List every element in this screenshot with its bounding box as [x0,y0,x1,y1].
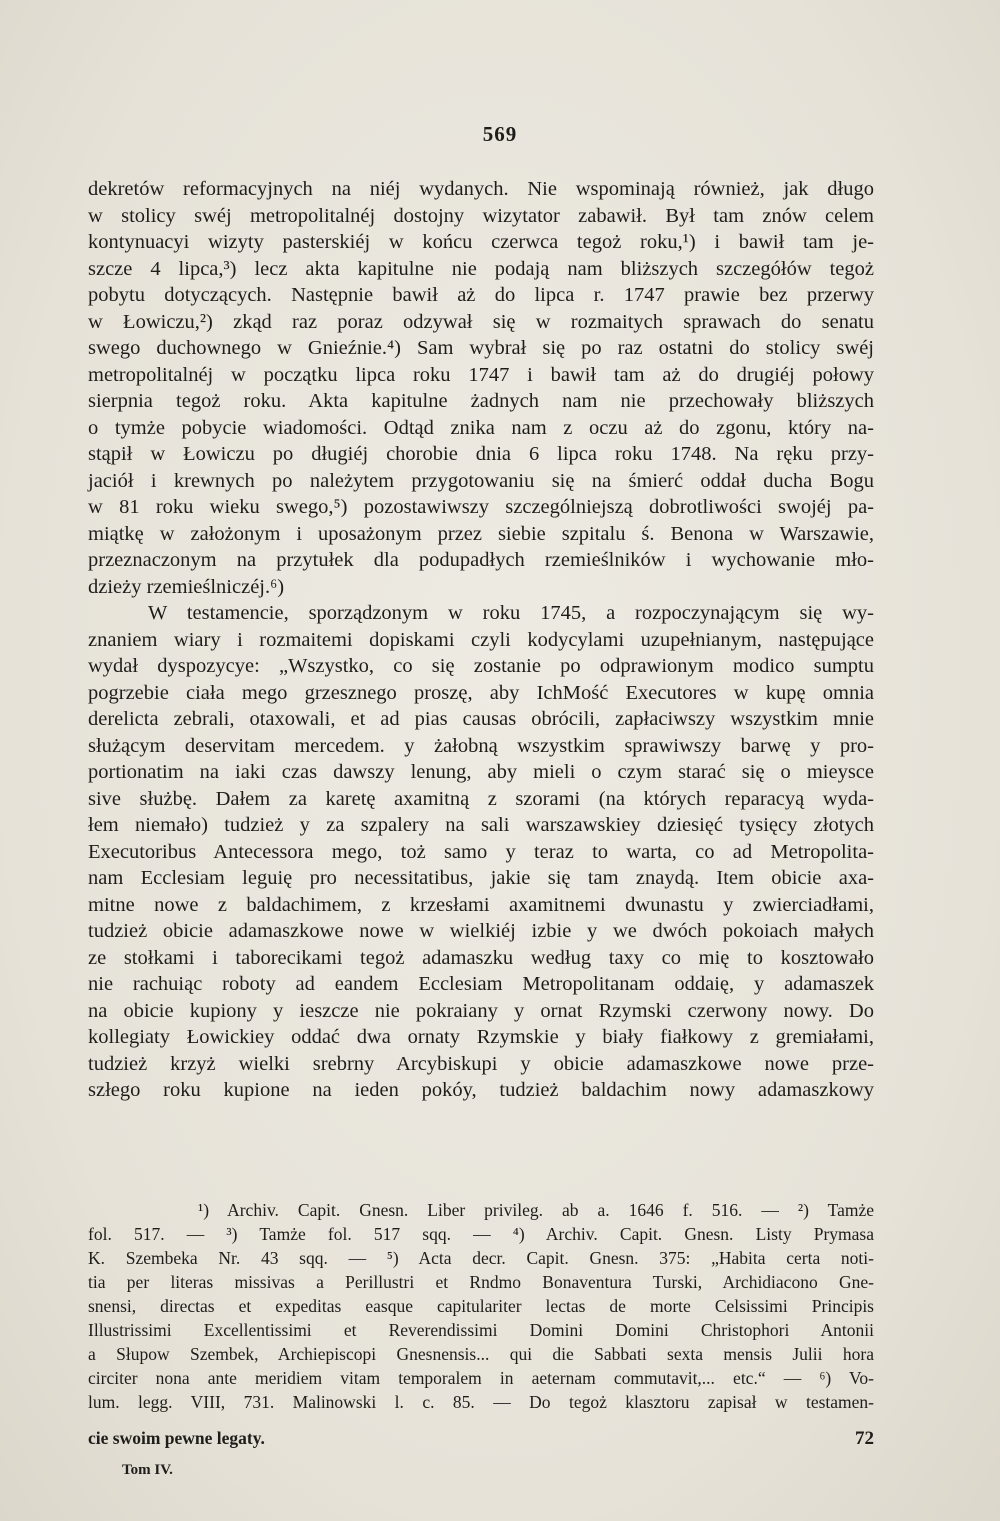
footnote-line: Illustrissimi Excellentissimi et Reverendissimi Domini Domini Christophori Antonii [88,1320,874,1340]
text-line: metropolitalnéj w początku lipca roku 1747 i bawił tam aż do drugiéj połowy [88,363,874,386]
text-line: na obicie kupiony y ieszcze nie pokraiany y ornat Rzymski czerwony nowy. Do [88,999,874,1022]
text-line: dzieży rzemieślniczéj.⁶) [88,575,285,598]
text-line: sive służbę. Dałem za karetę axamitną z szorami (na których reparacyą wyda- [88,787,874,810]
footnotes [88,1198,874,1414]
footnote-line: ¹) Archiv. Capit. Gnesn. Liber privileg. ab a. 1646 f. 516. — ²) Tamże [198,1200,874,1220]
text-line: tudzież krzyż wielki srebrny Arcybiskupi y obicie adamaszkowe nowe prze- [88,1052,874,1075]
text-line: dekretów reformacyjnych na niéj wydanych. Nie wspominają również, jak długo [88,178,874,200]
text-line: ze stołkami i taborecikami tegoż adamaszku według taxy co mię to kosztowało [88,946,874,969]
footnote-line: K. Szembeka Nr. 43 sqq. — ⁵) Acta decr. Capit. Gnesn. 375: „Habita certa noti- [88,1248,874,1268]
paragraph-start-line: W testamencie, sporządzonym w roku 1745, a rozpoczynającym się wy- [148,602,874,624]
text-line: łem niemało) tudzież y za szpalery na sali warszawskiey dziesięć tysięcy złotych [88,814,874,836]
footnote-last-line: cie swoim pewne legaty. [88,1428,265,1448]
footnote-line: lum. legg. VIII, 731. Malinowski l. c. 85. — Do tegoż klasztoru zapisał w testamen- [88,1392,874,1412]
text-line: sierpnia tegoż roku. Akta kapitulne żadnych nam nie przechowały bliższych [88,390,874,412]
text-line: wydał dyspozycye: „Wszystko, co się zostanie po odprawionym modico sumptu [88,655,874,677]
signature-mark: 72 [855,1428,874,1449]
text-line: służącym deservitam mercedem. y żałobną wszystkim sprawiwszy barwę y pro- [88,734,874,757]
text-line: miątkę w założonym i uposażonym przez siebie szpitalu ś. Benona w Warszawie, [88,522,874,545]
footnote-line: circiter nona ante meridiem vitam temporalem in aeternam commutavit,... etc.“ — ⁶) Vo- [88,1368,874,1388]
main-text [88,176,874,1104]
text-line: nam Ecclesiam leguię pro necessitatibus, jakie się tam znaydą. Item obicie axa- [88,867,874,889]
text-line: nie rachuiąc roboty ad eandem Ecclesiam Metropolitanam oddaię, y adamaszek [88,973,874,995]
text-line: pogrzebie ciała mego grzesznego proszę, aby IchMość Executores w kupę omnia [88,681,874,704]
footnote-line: tia per literas missivas a Perillustri et Rndmo Bonaventura Turski, Archidiacono Gne- [88,1272,874,1292]
text-line: tudzież obicie adamaszkowe nowe w wielkiéj izbie y we dwóch pokoiach małych [88,920,874,942]
text-line: Executoribus Antecessora mego, toż samo y teraz to warta, co ad Metropolita- [88,840,874,863]
text-line: w Łowiczu,²) zkąd raz poraz odzywał się w rozmaitych sprawach do senatu [88,310,874,333]
page-number: 569 [482,122,518,146]
text-line: swego duchownego w Gnieźnie.⁴) Sam wybrał się po raz ostatni do stolicy swéj [88,337,874,359]
volume-mark: Tom IV. [122,1462,173,1478]
text-line: mitne nowe z baldachimem, z krzesłami axamitnemi dwunastu y zwierciadłami, [88,893,874,916]
text-line: znaniem wiary i rozmaitemi dopiskami czyli kodycylami uzupełnianym, następujące [88,628,874,651]
text-line: szłego roku kupione na ieden pokóy, tudzież baldachim nowy adamaszkowy [88,1079,874,1101]
text-line: szcze 4 lipca,³) lecz akta kapitulne nie podają nam bliższych szczegółów tegoż [88,257,874,280]
text-line: w 81 roku wieku swego,⁵) pozostawiwszy szczególniejszą dobrotliwości swojéj pa- [88,496,874,518]
text-line: derelicta zebrali, otaxowali, et ad pias causas obrócili, zapłaciwszy wszystkim mnie [88,708,874,730]
text-line: o tymże pobycie wiadomości. Odtąd znika nam z oczu aż do zgonu, który na- [88,416,874,439]
text-line: pobytu dotyczących. Następnie bawił aż do lipca r. 1747 prawie bez przerwy [88,284,874,306]
text-line: jaciół i krewnych po należytem przygotowaniu się na śmierć oddał ducha Bogu [88,469,874,492]
footnote-line: snensi, directas et expeditas easque capitulariter lectas de morte Celsissimi Principis [88,1296,874,1316]
footnote-line: a Słupow Szembek, Archiepiscopi Gnesnensis... qui die Sabbati sexta mensis Julii hora [88,1344,874,1364]
text-line: w stolicy swéj metropolitalnéj dostojny wizytator zabawił. Był tam znów celem [88,204,874,227]
text-line: kollegiaty Łowickiey oddać dwa ornaty Rzymskie y biały fiałkowy z gremiałami, [88,1026,874,1048]
text-line: kontynuacyi wizyty pasterskiéj w końcu czerwca tegoż roku,¹) i bawił tam je- [88,231,874,253]
text-line: przeznaczonym na przytułek dla podupadłych rzemieślników i wychowanie mło- [88,549,874,571]
footer-row [88,1428,874,1454]
text-line: stąpił w Łowiczu po długiéj chorobie dnia 6 lipca roku 1748. Na ręku przy- [88,443,874,465]
text-line: portionatim na iaki czas dawszy lenung, aby mieli o czym starać się o mieysce [88,761,874,783]
footnote-line: fol. 517. — ³) Tamże fol. 517 sqq. — ⁴) Archiv. Capit. Gnesn. Listy Prymasa [88,1224,874,1244]
